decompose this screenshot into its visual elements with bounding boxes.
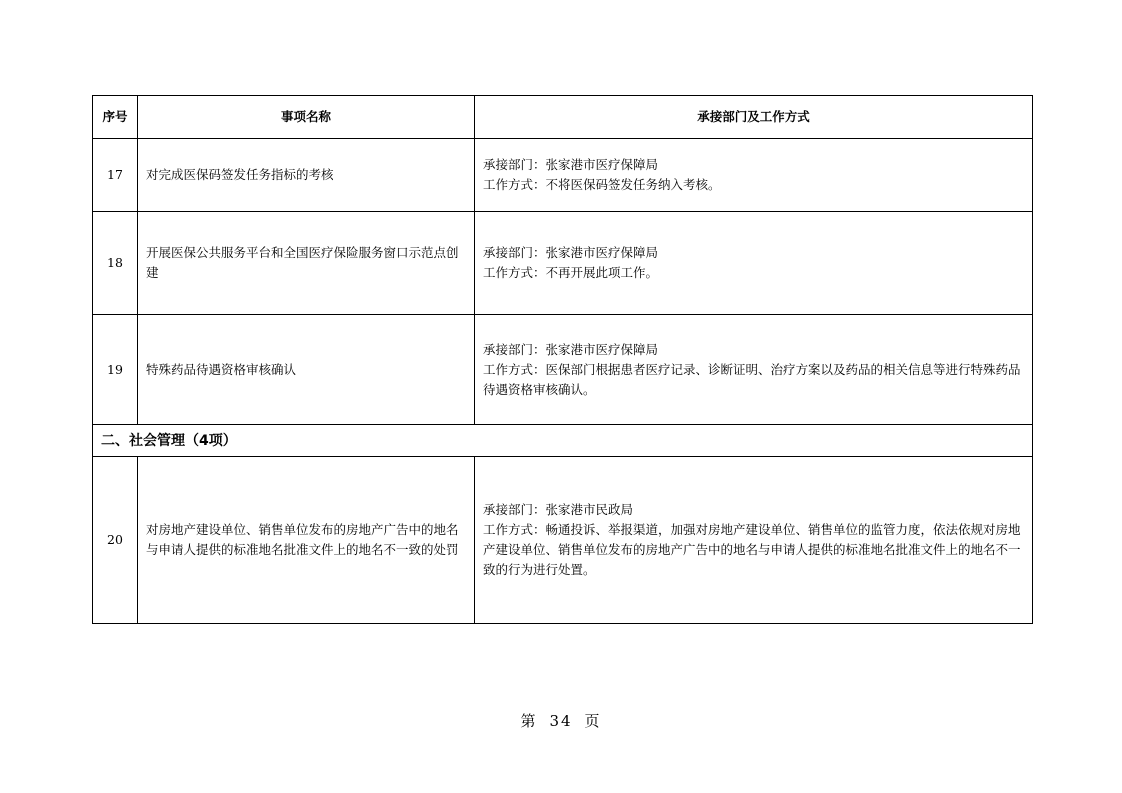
page-number: 34	[549, 712, 573, 730]
method-line: 工作方式：不将医保码签发任务纳入考核。	[483, 177, 721, 192]
page-suffix: 页	[584, 712, 602, 730]
row-number: 17	[93, 139, 138, 212]
page-prefix: 第	[520, 712, 538, 730]
dept-line: 承接部门：张家港市医疗保障局	[483, 341, 659, 357]
table-row	[93, 315, 1033, 425]
table-header-row	[93, 96, 1033, 139]
method-line: 工作方式：畅通投诉、举报渠道，加强对房地产建设单位、销售单位的监管力度，依法依规对房地产建设单位、销售单位发布的房地产广告中的地名与申请人提供的标准地名批准文件上的地名不一致的行为进行处置。	[483, 522, 1021, 577]
dept-line: 承接部门：张家港市医疗保障局	[483, 157, 659, 172]
page-footer	[0, 710, 1122, 731]
section-title: 二、社会管理（4项）	[93, 425, 1033, 457]
item-name: 特殊药品待遇资格审核确认	[138, 315, 475, 425]
item-name: 开展医保公共服务平台和全国医疗保险服务窗口示范点创建	[138, 212, 475, 315]
item-name: 对房地产建设单位、销售单位发布的房地产广告中的地名与申请人提供的标准地名批准文件上的地名不一致的处罚	[138, 457, 475, 624]
table-row	[93, 457, 1033, 624]
header-no: 序号	[93, 96, 138, 139]
dept-cell	[475, 315, 1033, 425]
dept-cell	[475, 457, 1033, 624]
method-line: 工作方式：医保部门根据患者医疗记录、诊断证明、治疗方案以及药品的相关信息等进行特殊药品待遇资格审核确认。	[483, 361, 1021, 397]
table-row	[93, 212, 1033, 315]
header-dept: 承接部门及工作方式	[475, 96, 1033, 139]
header-name: 事项名称	[138, 96, 475, 139]
table-row	[93, 139, 1033, 212]
row-number: 18	[93, 212, 138, 315]
section-row	[93, 425, 1033, 457]
item-name: 对完成医保码签发任务指标的考核	[138, 139, 475, 212]
items-table	[92, 95, 1033, 624]
dept-line: 承接部门：张家港市医疗保障局	[483, 245, 659, 260]
method-line: 工作方式：不再开展此项工作。	[483, 265, 659, 280]
dept-cell	[475, 139, 1033, 212]
row-number: 19	[93, 315, 138, 425]
row-number: 20	[93, 457, 138, 624]
dept-cell	[475, 212, 1033, 315]
dept-line: 承接部门：张家港市民政局	[483, 502, 634, 517]
